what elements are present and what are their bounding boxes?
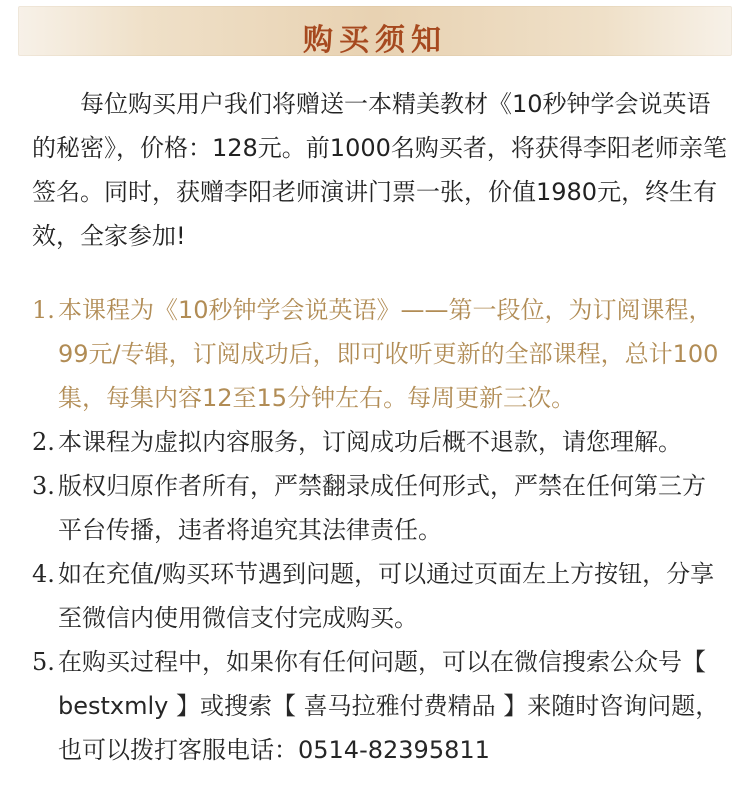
list-item bbox=[32, 640, 728, 772]
list-item bbox=[32, 288, 728, 420]
list-item-number: 1. bbox=[32, 296, 55, 324]
list-item-number: 2. bbox=[32, 428, 55, 456]
list-item-text: 在购买过程中，如果你有任何问题，可以在微信搜索公众号【 bestxmly 】或搜索【 喜马拉雅付费精品 】来随时咨询问题，也可以拨打客服电话：0514-82395811 bbox=[58, 648, 720, 764]
notice-content bbox=[32, 82, 728, 772]
list-item-number: 4. bbox=[32, 560, 55, 588]
page-title: 购买须知 bbox=[303, 23, 447, 58]
list-item bbox=[32, 464, 728, 552]
list-item bbox=[32, 552, 728, 640]
list-item-text: 本课程为《10秒钟学会说英语》——第一段位，为订阅课程，99元/专辑，订阅成功后，即可收听更新的全部课程，总计100集，每集内容12至15分钟左右。每周更新三次。 bbox=[58, 296, 719, 412]
list-item bbox=[32, 420, 728, 464]
list-item-number: 5. bbox=[32, 648, 55, 676]
list-item-number: 3. bbox=[32, 472, 55, 500]
list-item-text: 版权归原作者所有，严禁翻录成任何形式，严禁在任何第三方平台传播，违者将追究其法律责任。 bbox=[58, 472, 706, 544]
list-item-text: 本课程为虚拟内容服务，订阅成功后概不退款，请您理解。 bbox=[58, 428, 682, 456]
list-item-text: 如在充值/购买环节遇到问题，可以通过页面左上方按钮，分享至微信内使用微信支付完成购买。 bbox=[58, 560, 715, 632]
header-banner bbox=[18, 6, 732, 56]
intro-paragraph: 每位购买用户我们将赠送一本精美教材《10秒钟学会说英语的秘密》，价格：128元。前1000名购买者，将获得李阳老师亲笔签名。同时，获赠李阳老师演讲门票一张，价值1980元，终生有效，全家参加! bbox=[32, 90, 727, 250]
notice-list bbox=[32, 288, 728, 772]
